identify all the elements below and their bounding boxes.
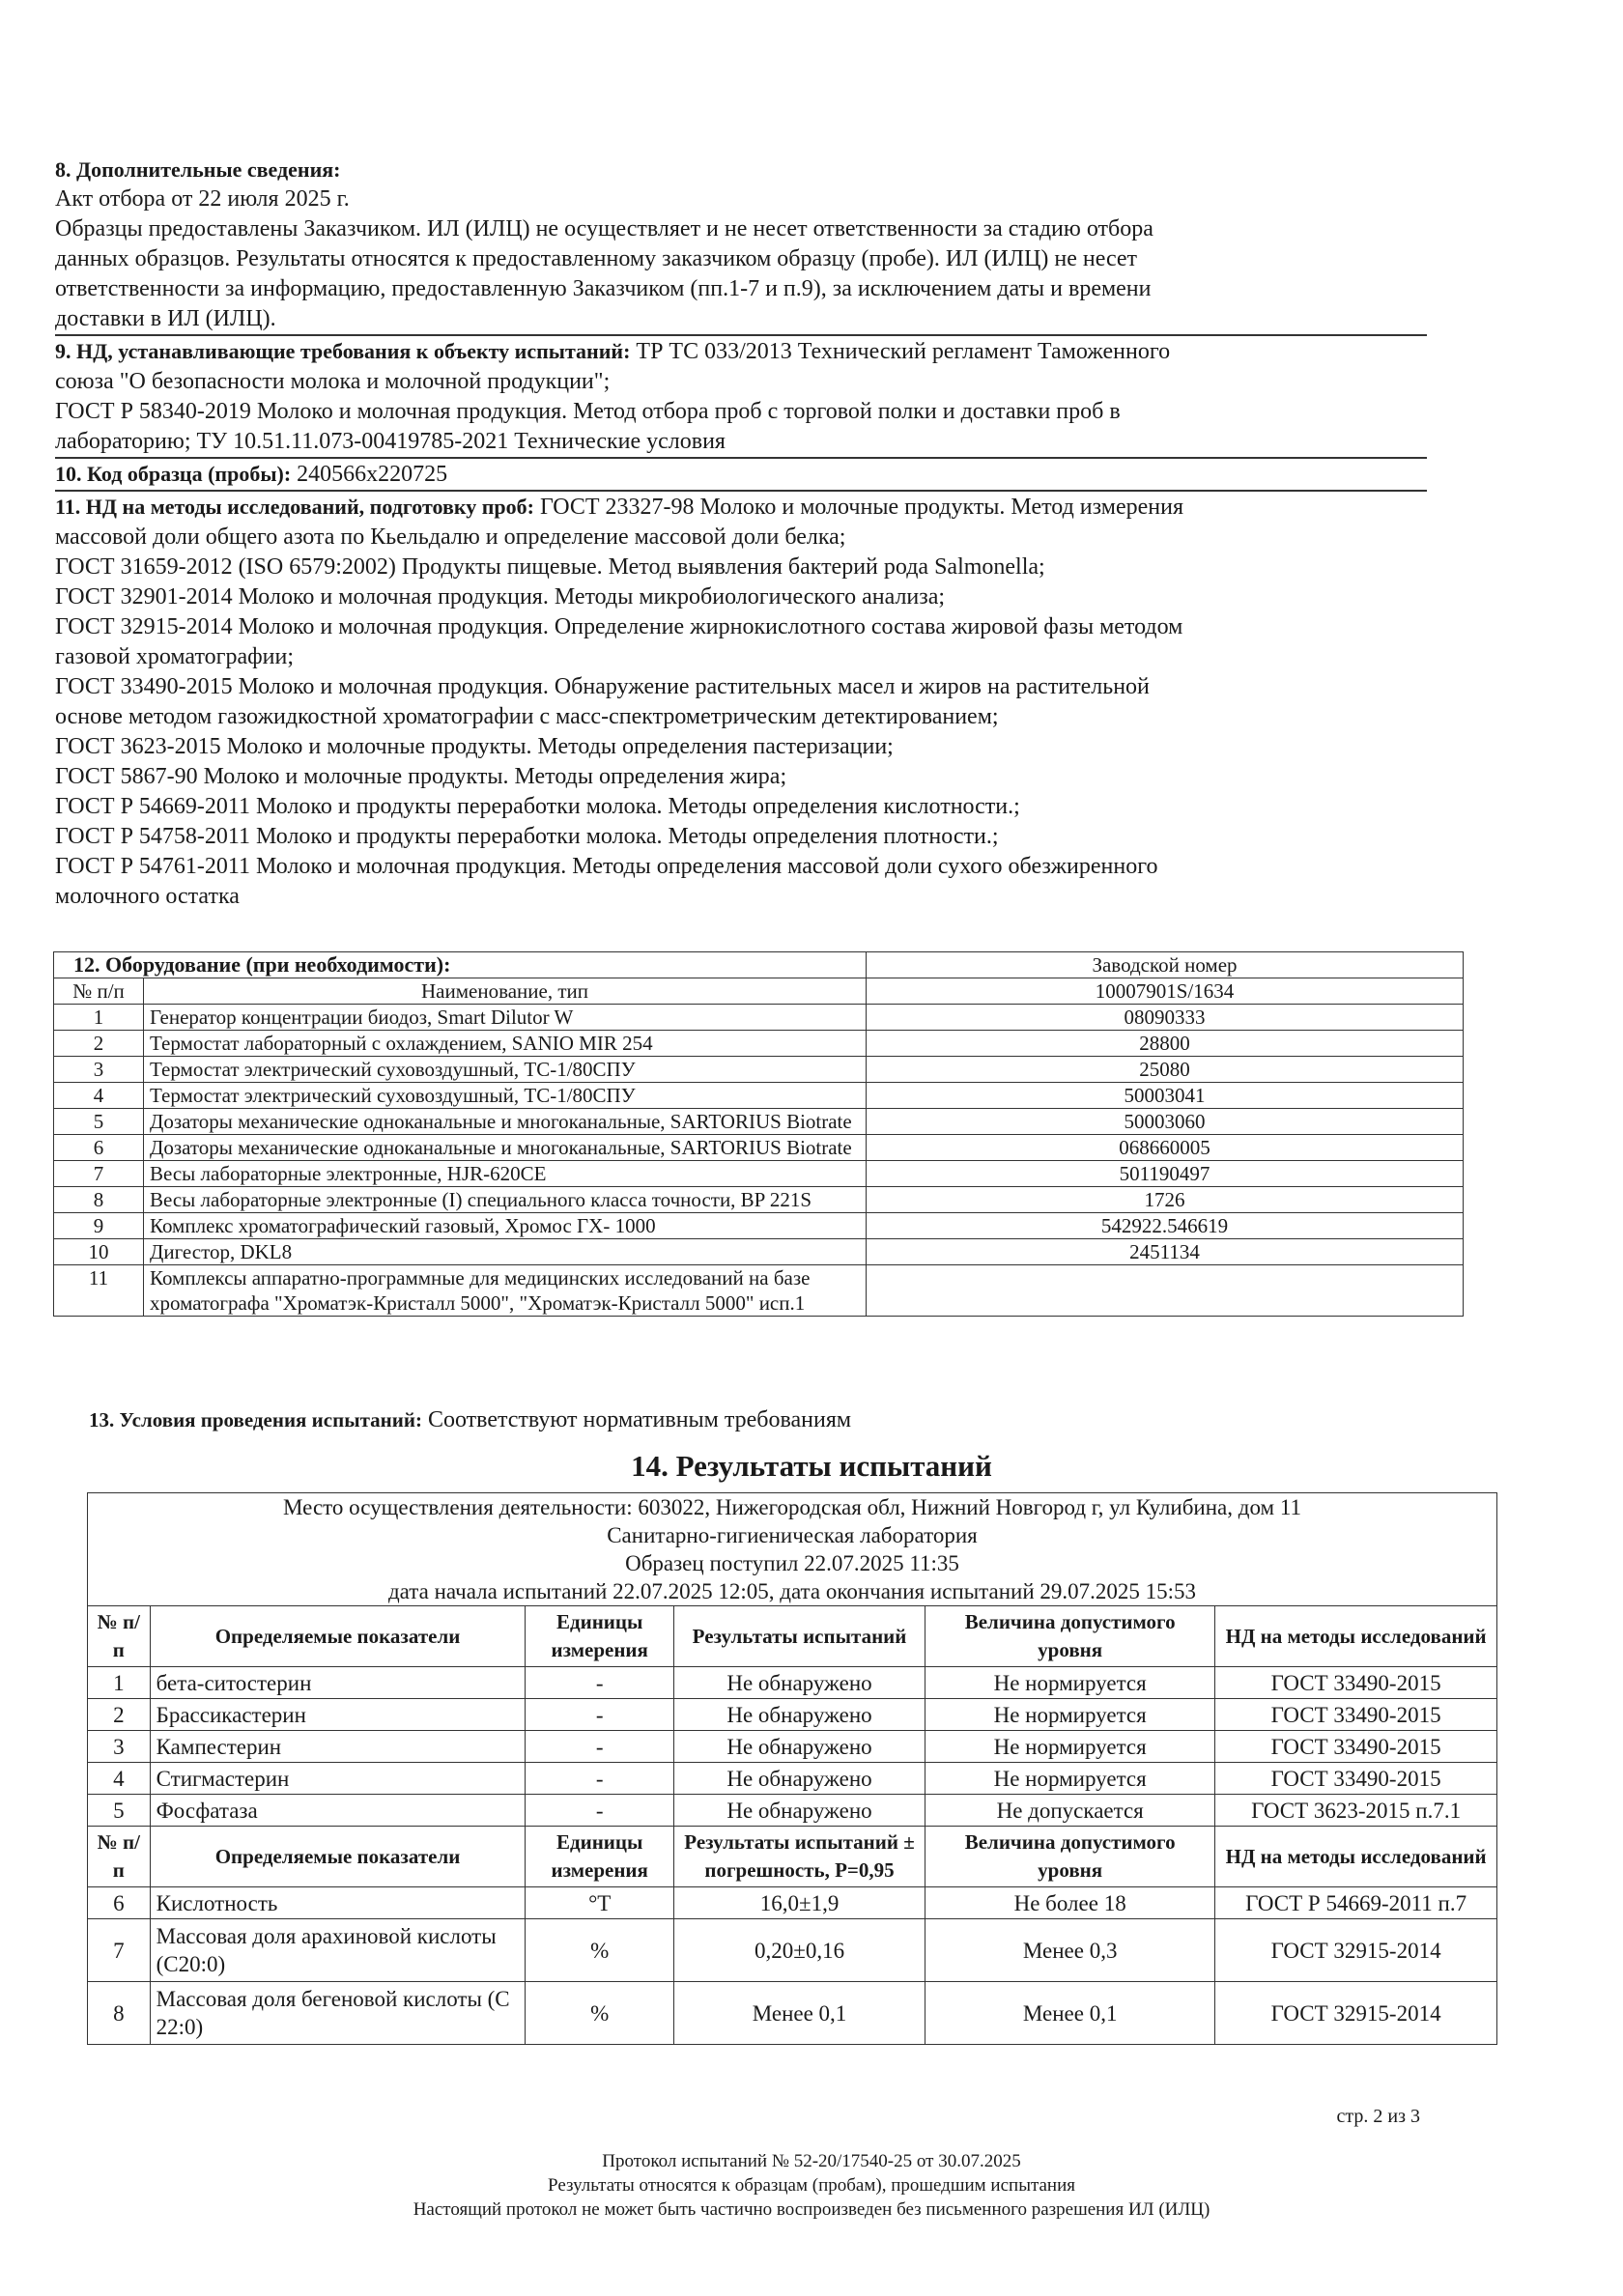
column-header: Величина допустимого уровня xyxy=(925,1827,1215,1887)
section-11-heading: 11. НД на методы исследований, подготовку проб: xyxy=(55,495,534,519)
info-line: Место осуществления деятельности: 603022, Нижегородская обл, Нижний Новгород г, ул Кулибина, дом 11 xyxy=(283,1495,1301,1519)
row-number: 5 xyxy=(54,1109,144,1135)
result-row xyxy=(88,1887,1497,1919)
result-row xyxy=(88,1667,1497,1699)
serial-cell: 28800 xyxy=(867,1031,1464,1057)
text-line: ГОСТ Р 54758-2011 Молоко и продукты переработки молока. Методы определения плотности.; xyxy=(55,824,999,849)
section-9-heading: 9. НД, устанавливающие требования к объекту испытаний: xyxy=(55,339,631,363)
result-cell: Кислотность xyxy=(150,1887,526,1919)
equipment-name: Дозаторы механические одноканальные и многоканальные, SARTORIUS Biotrate xyxy=(144,1135,867,1161)
footer-line: Настоящий протокол не может быть частично воспроизведен без письменного разрешения ИЛ (ИЛЦ) xyxy=(413,2199,1210,2220)
serial-cell: 50003041 xyxy=(867,1083,1464,1109)
column-header: Величина допустимого уровня xyxy=(925,1606,1215,1667)
serial-cell: 50003060 xyxy=(867,1109,1464,1135)
result-cell: Кампестерин xyxy=(150,1731,526,1763)
result-cell: ГОСТ Р 54669-2011 п.7 xyxy=(1215,1887,1497,1919)
column-header: Единицы измерения xyxy=(526,1827,674,1887)
text-line: массовой доли общего азота по Кьельдалю и определение массовой доли белка; xyxy=(55,524,846,550)
equipment-row xyxy=(54,1083,1464,1109)
serial-cell: 25080 xyxy=(867,1057,1464,1083)
text-line: ГОСТ 32901-2014 Молоко и молочная продукция. Методы микробиологического анализа; xyxy=(55,584,946,609)
result-cell: ГОСТ 32915-2014 xyxy=(1215,1919,1497,1982)
result-cell: Массовая доля арахиновой кислоты (С20:0) xyxy=(150,1919,526,1982)
results-title: 14. Результаты испытаний xyxy=(631,1449,992,1483)
serial-cell: 10007901S/1634 xyxy=(867,978,1464,1005)
row-number: 10 xyxy=(54,1239,144,1265)
footer-line: Результаты относятся к образцам (пробам), прошедшим испытания xyxy=(548,2175,1075,2196)
text-line: лабораторию; ТУ 10.51.11.073-00419785-2021 Технические условия xyxy=(55,429,726,454)
result-cell: Не нормируется xyxy=(925,1699,1215,1731)
equipment-name: Термостат электрический суховоздушный, ТС-1/80СПУ xyxy=(144,1057,867,1083)
row-number: 11 xyxy=(54,1265,144,1317)
row-number: 6 xyxy=(54,1135,144,1161)
column-header: Единицы измерения xyxy=(526,1606,674,1667)
row-number: 3 xyxy=(54,1057,144,1083)
equipment-row xyxy=(54,1187,1464,1213)
result-cell: 2 xyxy=(88,1699,151,1731)
result-cell: ГОСТ 32915-2014 xyxy=(1215,1982,1497,2045)
text-line: Акт отбора от 22 июля 2025 г. xyxy=(55,186,350,212)
text-line: ГОСТ Р 54669-2011 Молоко и продукты переработки молока. Методы определения кислотности.; xyxy=(55,794,1020,819)
serial-cell: 542922.546619 xyxy=(867,1213,1464,1239)
equipment-row xyxy=(54,1265,1464,1317)
result-cell: Фосфатаза xyxy=(150,1795,526,1827)
row-number: 9 xyxy=(54,1213,144,1239)
sample-code: 240566х220725 xyxy=(291,462,448,487)
column-header: № п/п xyxy=(88,1827,151,1887)
text-line: Образцы предоставлены Заказчиком. ИЛ (ИЛЦ) не осуществляет и не несет ответственности за стадию отбора xyxy=(55,216,1153,241)
result-cell: - xyxy=(526,1731,674,1763)
result-cell: Не допускается xyxy=(925,1795,1215,1827)
column-header: Определяемые показатели xyxy=(150,1827,526,1887)
serial-cell: 068660005 xyxy=(867,1135,1464,1161)
page-number: стр. 2 из 3 xyxy=(1336,2106,1420,2127)
equipment-row xyxy=(54,1239,1464,1265)
column-header: Определяемые показатели xyxy=(150,1606,526,1667)
footer xyxy=(0,2149,1623,2222)
result-cell: Стигмастерин xyxy=(150,1763,526,1795)
result-cell: ГОСТ 33490-2015 xyxy=(1215,1699,1497,1731)
section-12-heading: 12. Оборудование (при необходимости): xyxy=(73,952,451,977)
result-cell: 0,20±0,16 xyxy=(673,1919,925,1982)
serial-cell: 501190497 xyxy=(867,1161,1464,1187)
equipment-table xyxy=(53,951,1464,1317)
test-conditions: Соответствуют нормативным требованиям xyxy=(421,1407,852,1432)
section-11-lines xyxy=(55,523,1427,912)
serial-cell: 2451134 xyxy=(867,1239,1464,1265)
result-row xyxy=(88,1795,1497,1827)
result-cell: Не нормируется xyxy=(925,1763,1215,1795)
equipment-row xyxy=(54,1135,1464,1161)
info-line: Санитарно-гигиеническая лаборатория xyxy=(607,1523,978,1547)
text-line: газовой хроматографии; xyxy=(55,644,295,669)
result-cell: 7 xyxy=(88,1919,151,1982)
equipment-row xyxy=(54,1031,1464,1057)
result-cell: 4 xyxy=(88,1763,151,1795)
result-cell: - xyxy=(526,1667,674,1699)
results-info xyxy=(88,1493,1497,1606)
equipment-name: Весы лабораторные электронные, HJR-620CE xyxy=(144,1161,867,1187)
result-cell: % xyxy=(526,1982,674,2045)
text-line: союза "О безопасности молока и молочной продукции"; xyxy=(55,369,611,394)
col-serial: Заводской номер xyxy=(867,952,1464,978)
result-cell: Не обнаружено xyxy=(673,1699,925,1731)
result-cell: 16,0±1,9 xyxy=(673,1887,925,1919)
result-cell: 3 xyxy=(88,1731,151,1763)
result-cell: Менее 0,1 xyxy=(925,1982,1215,2045)
section-9-lines xyxy=(55,367,1427,457)
row-number: 7 xyxy=(54,1161,144,1187)
result-cell: °Т xyxy=(526,1887,674,1919)
section-11-text: ГОСТ 23327-98 Молоко и молочные продукты. Метод измерения xyxy=(533,495,1183,520)
serial-cell: 08090333 xyxy=(867,1005,1464,1031)
text-line: ГОСТ 32915-2014 Молоко и молочная продукция. Определение жирнокислотного состава жировой фазы методом xyxy=(55,614,1183,639)
col-number: № п/п xyxy=(54,978,144,1005)
result-cell: Массовая доля бегеновой кислоты (С 22:0) xyxy=(150,1982,526,2045)
text-line: данных образцов. Результаты относятся к предоставленному заказчиком образцу (пробе). ИЛ (ИЛЦ) не несет xyxy=(55,246,1138,271)
result-cell: 8 xyxy=(88,1982,151,2045)
section-8-heading: 8. Дополнительные сведения: xyxy=(55,157,341,182)
result-row xyxy=(88,1731,1497,1763)
equipment-name: Дозаторы механические одноканальные и многоканальные, SARTORIUS Biotrate xyxy=(144,1109,867,1135)
result-cell: % xyxy=(526,1919,674,1982)
result-row xyxy=(88,1699,1497,1731)
serial-cell: 1726 xyxy=(867,1187,1464,1213)
result-cell: ГОСТ 33490-2015 xyxy=(1215,1731,1497,1763)
info-line: дата начала испытаний 22.07.2025 12:05, дата окончания испытаний 29.07.2025 15:53 xyxy=(387,1579,1197,1603)
equipment-row xyxy=(54,1161,1464,1187)
equipment-name: Весы лабораторные электронные (I) специального класса точности, BP 221S xyxy=(144,1187,867,1213)
footer-line: Протокол испытаний № 52-20/17540-25 от 30.07.2025 xyxy=(602,2151,1021,2171)
result-cell: Не нормируется xyxy=(925,1731,1215,1763)
result-row xyxy=(88,1919,1497,1982)
text-line: основе методом газожидкостной хроматографии с масс-спектрометрическим детектированием; xyxy=(55,704,999,729)
result-cell: 5 xyxy=(88,1795,151,1827)
result-cell: - xyxy=(526,1699,674,1731)
row-number: 8 xyxy=(54,1187,144,1213)
result-cell: - xyxy=(526,1763,674,1795)
row-number: 1 xyxy=(54,1005,144,1031)
equipment-name: Комплексы аппаратно-программные для медицинских исследований на базе хроматографа "Хроматэк-Кристалл 5000", "Хроматэк-Кристалл 5000" исп.1 xyxy=(144,1265,867,1317)
header-row xyxy=(88,1827,1497,1887)
column-header: НД на методы исследований xyxy=(1215,1606,1497,1667)
result-cell: Не нормируется xyxy=(925,1667,1215,1699)
result-cell: Брассикастерин xyxy=(150,1699,526,1731)
result-cell: Не обнаружено xyxy=(673,1667,925,1699)
text-line: доставки в ИЛ (ИЛЦ). xyxy=(55,306,276,331)
section-13 xyxy=(89,1407,851,1433)
text-line: ГОСТ 33490-2015 Молоко и молочная продукция. Обнаружение растительных масел и жиров на растительной xyxy=(55,674,1150,699)
result-cell: - xyxy=(526,1795,674,1827)
section-10-heading: 10. Код образца (пробы): xyxy=(55,462,292,486)
info-line: Образец поступил 22.07.2025 11:35 xyxy=(625,1551,959,1575)
document-body xyxy=(55,155,1427,912)
column-header: № п/п xyxy=(88,1606,151,1667)
result-cell: 6 xyxy=(88,1887,151,1919)
column-header: НД на методы исследований xyxy=(1215,1827,1497,1887)
text-line: ГОСТ Р 58340-2019 Молоко и молочная продукция. Метод отбора проб с торговой полки и доставки проб в xyxy=(55,399,1121,424)
results-info-cell xyxy=(88,1493,1497,1606)
result-row xyxy=(88,1982,1497,2045)
equipment-row xyxy=(54,1005,1464,1031)
result-cell: ГОСТ 3623-2015 п.7.1 xyxy=(1215,1795,1497,1827)
section-8-text xyxy=(55,184,1427,334)
column-header: Результаты испытаний ± погрешность, P=0,95 xyxy=(673,1827,925,1887)
equipment-row xyxy=(54,1057,1464,1083)
col-name: Наименование, тип xyxy=(144,978,867,1005)
result-cell: бета-ситостерин xyxy=(150,1667,526,1699)
row-number: 4 xyxy=(54,1083,144,1109)
row-number: 2 xyxy=(54,1031,144,1057)
equipment-name: Дигестор, DKL8 xyxy=(144,1239,867,1265)
results-table xyxy=(87,1492,1497,2045)
result-cell: Не более 18 xyxy=(925,1887,1215,1919)
text-line: ГОСТ 5867-90 Молоко и молочные продукты. Методы определения жира; xyxy=(55,764,787,789)
section-9-text: ТР ТС 033/2013 Технический регламент Таможенного xyxy=(630,339,1171,364)
result-cell: ГОСТ 33490-2015 xyxy=(1215,1667,1497,1699)
result-cell: Не обнаружено xyxy=(673,1763,925,1795)
equipment-name: Термостат электрический суховоздушный, ТС-1/80СПУ xyxy=(144,1083,867,1109)
equipment-row xyxy=(54,1213,1464,1239)
equipment-name: Генератор концентрации биодоз, Smart Dilutor W xyxy=(144,1005,867,1031)
text-line: ГОСТ 31659-2012 (ISO 6579:2002) Продукты пищевые. Метод выявления бактерий рода Salmonella; xyxy=(55,554,1045,580)
result-cell: Менее 0,1 xyxy=(673,1982,925,2045)
serial-cell xyxy=(867,1265,1464,1317)
equipment-name: Термостат лабораторный с охлаждением, SANIO MIR 254 xyxy=(144,1031,867,1057)
equipment-row xyxy=(54,1109,1464,1135)
equipment-name: Комплекс хроматографический газовый, Хромос ГХ- 1000 xyxy=(144,1213,867,1239)
text-line: ГОСТ Р 54761-2011 Молоко и молочная продукция. Методы определения массовой доли сухого обезжиренного xyxy=(55,854,1158,879)
text-line: молочного остатка xyxy=(55,884,240,909)
result-cell: Не обнаружено xyxy=(673,1731,925,1763)
result-cell: Менее 0,3 xyxy=(925,1919,1215,1982)
text-line: ответственности за информацию, предоставленную Заказчиком (пп.1-7 и п.9), за исключением даты и времени xyxy=(55,276,1152,301)
result-cell: ГОСТ 33490-2015 xyxy=(1215,1763,1497,1795)
result-row xyxy=(88,1763,1497,1795)
text-line: ГОСТ 3623-2015 Молоко и молочные продукты. Методы определения пастеризации; xyxy=(55,734,894,759)
header-row xyxy=(88,1606,1497,1667)
result-cell: 1 xyxy=(88,1667,151,1699)
column-header: Результаты испытаний xyxy=(673,1606,925,1667)
section-13-heading: 13. Условия проведения испытаний: xyxy=(89,1408,422,1431)
result-cell: Не обнаружено xyxy=(673,1795,925,1827)
